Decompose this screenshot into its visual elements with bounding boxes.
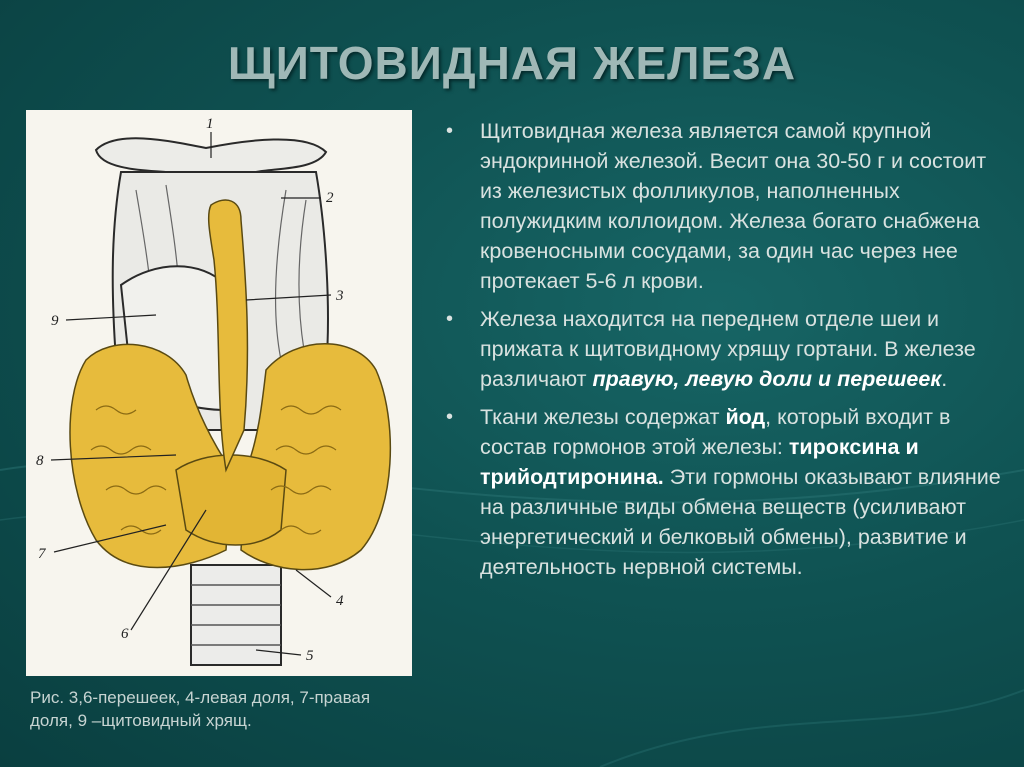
label-2: 2 (326, 190, 334, 206)
label-9: 9 (51, 313, 59, 329)
bullet-marker: • (446, 406, 454, 428)
bullet-2-emphasis: правую, левую доли и перешеек (592, 367, 942, 391)
slide-title: ЩИТОВИДНАЯ ЖЕЛЕЗА (227, 37, 797, 89)
thyroid-illustration (26, 110, 412, 676)
figure-caption: Рис. 3,6-перешеек, 4-левая доля, 7-правая доля, 9 –щитовидный хрящ. (30, 688, 371, 730)
label-5: 5 (306, 648, 314, 664)
bullet-marker: • (446, 120, 454, 142)
bullet-2-text: Железа находится на переднем отделе шеи и прижата к щитовидному хрящу гортани. В железе различают (480, 307, 976, 391)
bullet-1-text: Щитовидная железа является самой крупной эндокринной железой. Весит она 30-50 г и состоит из железистых фолликулов, наполненных полужидким коллоидом. Железа богато снабжена кровеносными сосудами, за один час через нее протекает 5-6 л крови. (480, 119, 987, 293)
label-6: 6 (121, 626, 129, 642)
bullet-item-1 (440, 116, 1010, 296)
bullet-list (440, 116, 1010, 590)
bullet-3-hormones: тироксина и трийодтиронина. (480, 435, 919, 489)
label-3: 3 (336, 288, 344, 304)
label-8: 8 (36, 453, 44, 469)
bullet-item-3 (440, 402, 1010, 582)
bullet-3-text-c: Эти гормоны оказывают влияние на различные виды обмена веществ (усиливают энергетический и белковый обмены), развитие и деятельность нервной системы. (480, 465, 1001, 579)
trachea (191, 565, 281, 665)
bullet-2-end: . (941, 367, 948, 391)
label-4: 4 (336, 593, 344, 609)
bullet-3-text-a: Ткани железы содержат (480, 405, 726, 429)
label-7: 7 (38, 546, 46, 562)
bullet-3-text-b: , который входит в состав гормонов этой железы: (480, 405, 951, 459)
thyroid-anatomy-figure (26, 110, 412, 676)
bullet-marker: • (446, 308, 454, 330)
bullet-item-2 (440, 304, 1010, 394)
label-1: 1 (206, 116, 214, 132)
bullet-3-iodine: йод (725, 405, 766, 429)
